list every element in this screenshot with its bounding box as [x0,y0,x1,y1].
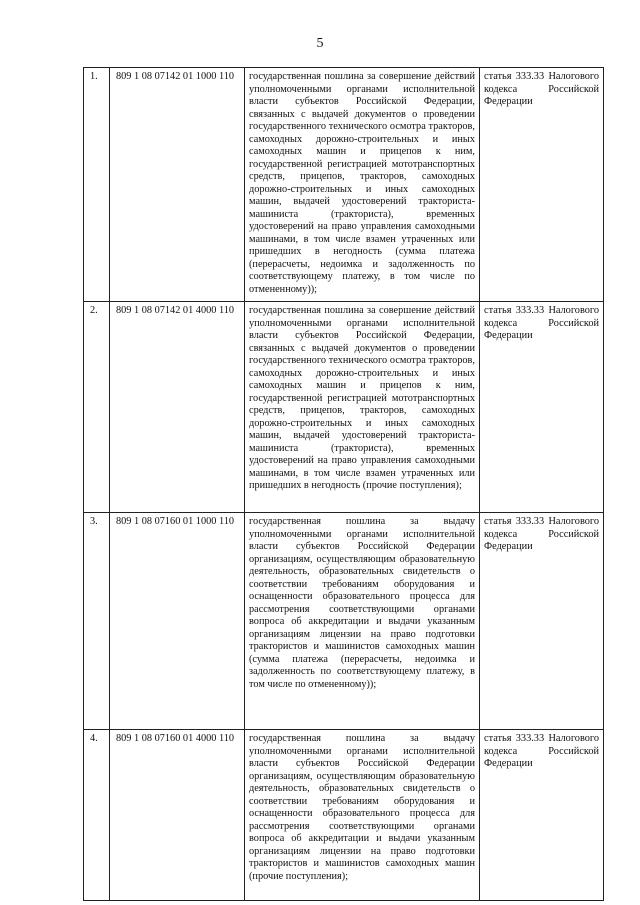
legal-basis: статья 333.33 Налогового кодекса Российской Федерации [480,302,604,513]
legal-basis: статья 333.33 Налогового кодекса Российской Федерации [480,513,604,730]
revenue-description: государственная пошлина за совершение действий уполномоченными органами исполнительной власти субъектов Российской Федерации, связанных с выдачей документов о проведении государственного технического осмотра тракторов, самоходных дорожно-строительных и иных самоходных машин и прицепов к ним, государственной регистрацией мототранспортных средств, прицепов, тракторов, самоходных дорожно-строительных и иных самоходных машин, выдачей удостоверений тракториста-машиниста (тракториста), временных удостоверений на право управления самоходными машинами, в том числе взамен утраченных или пришедших в негодность (прочие поступления); [245,302,480,513]
revenue-code: 809 1 08 07142 01 1000 110 [110,68,245,302]
row-number: 4. [84,730,110,901]
legal-basis: статья 333.33 Налогового кодекса Российской Федерации [480,68,604,302]
legal-basis: статья 333.33 Налогового кодекса Российской Федерации [480,730,604,901]
row-number: 3. [84,513,110,730]
table-row [84,513,604,730]
row-number: 1. [84,68,110,302]
revenue-code: 809 1 08 07160 01 1000 110 [110,513,245,730]
table-row [84,730,604,901]
revenue-code: 809 1 08 07160 01 4000 110 [110,730,245,901]
revenue-code: 809 1 08 07142 01 4000 110 [110,302,245,513]
revenue-description: государственная пошлина за совершение действий уполномоченными органами исполнительной власти субъектов Российской Федерации, связанных с выдачей документов о проведении государственного технического осмотра тракторов, самоходных дорожно-строительных и иных самоходных машин и прицепов к ним, государственной регистрацией мототранспортных средств, прицепов, тракторов, самоходных дорожно-строительных и иных самоходных машин, выдачей удостоверений тракториста-машиниста (тракториста), временных удостоверений на право управления самоходными машинами, в том числе взамен утраченных или пришедших в негодность (сумма платежа (перерасчеты, недоимка и задолженность по соответствующему платежу, в том числе по отмененному)); [245,68,480,302]
revenue-description: государственная пошлина за выдачу уполномоченными органами исполнительной власти субъектов Российской Федерации организациям, осуществляющим образовательную деятельность, образовательных свидетельств о соответствии требованиям оборудования и оснащенности образовательного процесса для рассмотрения соответствующими органами вопроса об аккредитации и выдачи указанным организациям лицензии на право подготовки трактористов и машинистов самоходных машин (сумма платежа (перерасчеты, недоимка и задолженность по соответствующему платежу, в том числе по отмененному)); [245,513,480,730]
revenue-codes-table [83,67,604,901]
table-row [84,302,604,513]
page-number: 5 [316,36,324,51]
row-number: 2. [84,302,110,513]
revenue-description: государственная пошлина за выдачу уполномоченными органами исполнительной власти субъектов Российской Федерации организациям, осуществляющим образовательную деятельность, образовательных свидетельств о соответствии требованиям оборудования и оснащенности образовательного процесса для рассмотрения соответствующими органами вопроса об аккредитации и выдачи указанным организациям лицензии на право подготовки трактористов и машинистов самоходных машин (прочие поступления); [245,730,480,901]
table-row [84,68,604,302]
